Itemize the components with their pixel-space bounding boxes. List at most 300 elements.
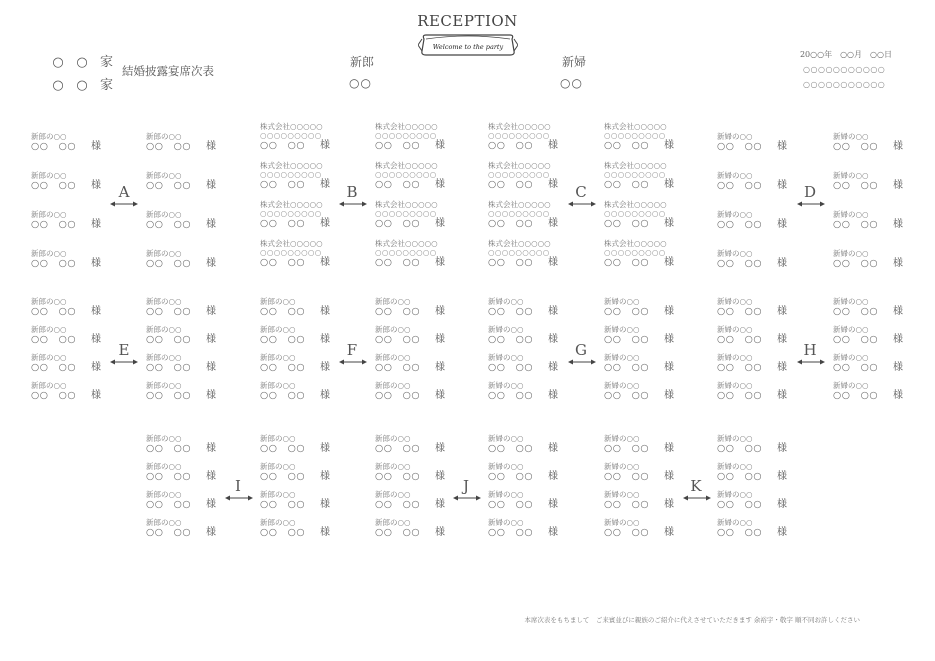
guest-name: ○○ ○○ (31, 258, 77, 269)
honorific: 様 (206, 443, 216, 454)
honorific: 様 (91, 306, 101, 317)
guest-relation: 新郎の○○ (146, 381, 182, 390)
guest-name: ○○ ○○ (717, 527, 763, 538)
guest-relation: 新婦の○○ (604, 434, 640, 443)
honorific: 様 (664, 362, 674, 373)
guest-name: ○○ ○○ (717, 499, 763, 510)
guest-entry (604, 434, 684, 458)
guest-name: ○○ ○○ (146, 527, 192, 538)
guest-name: ○○ ○○ (260, 527, 306, 538)
honorific: 様 (320, 362, 330, 373)
guest-name: ○○ ○○ (717, 471, 763, 482)
honorific: 様 (435, 362, 445, 373)
guest-entry (488, 161, 568, 195)
guest-entry (488, 434, 568, 458)
double-arrow-icon (683, 494, 711, 502)
guest-name: ○○ ○○ (833, 334, 879, 345)
guest-entry (717, 325, 797, 349)
guest-relation: 新郎の○○ (260, 297, 296, 306)
guest-relation: 新郎の○○ (375, 434, 411, 443)
guest-name: ○○ ○○ (375, 218, 421, 229)
honorific: 様 (777, 258, 787, 269)
guest-name: ○○ ○○ (717, 334, 763, 345)
guest-name: ○○ ○○ (717, 306, 763, 317)
guest-relation: 新郎の○○ (146, 171, 182, 180)
guest-name: ○○ ○○ (717, 362, 763, 373)
guest-name: ○○ ○○ (604, 257, 650, 268)
honorific: 様 (777, 141, 787, 152)
guest-name: ○○ ○○ (31, 180, 77, 191)
guest-name: ○○ ○○ (488, 257, 534, 268)
guest-relation: 新婦の○○ (488, 325, 524, 334)
guest-relation: 株式会社○○○○○ (604, 161, 667, 170)
guest-relation: 新婦の○○ (488, 381, 524, 390)
family-ie: 家 (100, 55, 114, 70)
guest-entry (488, 518, 568, 542)
guest-relation: 新郎の○○ (260, 434, 296, 443)
guest-entry (260, 161, 340, 195)
guest-relation: 新婦の○○ (604, 518, 640, 527)
guest-name: ○○ ○○ (604, 306, 650, 317)
guest-entry (375, 462, 455, 486)
honorific: 様 (664, 179, 674, 190)
guest-relation: 新婦の○○ (604, 381, 640, 390)
guest-name: ○○ ○○ (833, 258, 879, 269)
honorific: 様 (91, 334, 101, 345)
honorific: 様 (664, 499, 674, 510)
guest-relation: 新郎の○○ (260, 490, 296, 499)
guest-name: ○○ ○○ (833, 306, 879, 317)
guest-entry (488, 239, 568, 273)
honorific: 様 (320, 140, 330, 151)
double-arrow-icon (225, 494, 253, 502)
welcome-banner (418, 31, 518, 59)
honorific: 様 (320, 306, 330, 317)
guest-relation: 新郎の○○ (375, 297, 411, 306)
guest-name: ○○ ○○ (488, 390, 534, 401)
table-label: J (462, 477, 469, 495)
guest-name: ○○ ○○ (488, 499, 534, 510)
guest-entry (604, 381, 684, 405)
guest-entry (375, 122, 455, 156)
guest-relation: 新婦の○○ (833, 132, 869, 141)
honorific: 様 (777, 390, 787, 401)
guest-entry (488, 297, 568, 321)
guest-entry (604, 325, 684, 349)
guest-department: ○○○○○○○○○ (488, 248, 550, 257)
guest-name: ○○ ○○ (488, 443, 534, 454)
footer-note: 本席次表をもちまして ご来賓並びに親族のご紹介に代えさせていただきます 余裕宇・敬字 順不同お許しください (524, 616, 860, 624)
guest-entry (717, 434, 797, 458)
honorific: 様 (435, 306, 445, 317)
guest-entry (375, 353, 455, 377)
guest-relation: 株式会社○○○○○ (260, 161, 323, 170)
honorific: 様 (91, 180, 101, 191)
guest-name: ○○ ○○ (604, 140, 650, 151)
honorific: 様 (777, 334, 787, 345)
guest-entry (375, 325, 455, 349)
guest-relation: 新郎の○○ (146, 462, 182, 471)
table-label: E (118, 341, 130, 359)
honorific: 様 (206, 527, 216, 538)
guest-relation: 新婦の○○ (833, 210, 869, 219)
guest-relation: 新婦の○○ (488, 490, 524, 499)
guest-department: ○○○○○○○○○ (604, 170, 666, 179)
guest-department: ○○○○○○○○○ (375, 209, 437, 218)
honorific: 様 (435, 527, 445, 538)
guest-name: ○○ ○○ (833, 390, 879, 401)
honorific: 様 (206, 180, 216, 191)
guest-entry (146, 490, 226, 514)
honorific: 様 (206, 258, 216, 269)
guest-name: ○○ ○○ (146, 499, 192, 510)
guest-relation: 新婦の○○ (717, 462, 753, 471)
honorific: 様 (893, 141, 903, 152)
honorific: 様 (320, 390, 330, 401)
honorific: 様 (206, 334, 216, 345)
guest-entry (717, 381, 797, 405)
guest-entry (833, 353, 913, 377)
guest-entry (717, 297, 797, 321)
guest-name: ○○ ○○ (260, 362, 306, 373)
guest-relation: 株式会社○○○○○ (604, 200, 667, 209)
honorific: 様 (320, 499, 330, 510)
honorific: 様 (777, 362, 787, 373)
guest-entry (488, 325, 568, 349)
guest-relation: 新郎の○○ (31, 297, 67, 306)
honorific: 様 (91, 141, 101, 152)
guest-entry (375, 490, 455, 514)
guest-relation: 新婦の○○ (833, 353, 869, 362)
double-arrow-icon (453, 494, 481, 502)
honorific: 様 (893, 180, 903, 191)
guest-name: ○○ ○○ (146, 334, 192, 345)
bride-name: ○○ (560, 76, 583, 90)
honorific: 様 (435, 257, 445, 268)
guest-relation: 株式会社○○○○○ (488, 161, 551, 170)
honorific: 様 (548, 499, 558, 510)
guest-department: ○○○○○○○○○ (260, 131, 322, 140)
double-arrow-icon (797, 200, 825, 208)
honorific: 様 (435, 443, 445, 454)
honorific: 様 (777, 527, 787, 538)
guest-entry (717, 353, 797, 377)
guest-entry (260, 518, 340, 542)
guest-name: ○○ ○○ (260, 499, 306, 510)
guest-name: ○○ ○○ (604, 471, 650, 482)
guest-entry (604, 490, 684, 514)
guest-name: ○○ ○○ (604, 390, 650, 401)
guest-name: ○○ ○○ (717, 141, 763, 152)
address-line: ○○○○○○○○○○○ (803, 65, 886, 74)
guest-entry (260, 490, 340, 514)
honorific: 様 (777, 180, 787, 191)
guest-name: ○○ ○○ (488, 334, 534, 345)
family-mark: ○ (52, 55, 64, 70)
guest-entry (488, 200, 568, 234)
honorific: 様 (548, 257, 558, 268)
honorific: 様 (548, 218, 558, 229)
guest-relation: 新婦の○○ (717, 325, 753, 334)
bride-label: 新婦 (562, 55, 587, 69)
guest-entry (375, 297, 455, 321)
guest-name: ○○ ○○ (146, 219, 192, 230)
guest-relation: 新郎の○○ (260, 518, 296, 527)
guest-entry (146, 434, 226, 458)
guest-entry (604, 518, 684, 542)
guest-name: ○○ ○○ (717, 219, 763, 230)
guest-name: ○○ ○○ (717, 180, 763, 191)
guest-relation: 新婦の○○ (604, 462, 640, 471)
guest-department: ○○○○○○○○○ (488, 170, 550, 179)
honorific: 様 (664, 471, 674, 482)
guest-relation: 新婦の○○ (717, 132, 753, 141)
guest-relation: 新郎の○○ (375, 381, 411, 390)
double-arrow-icon (797, 358, 825, 366)
guest-name: ○○ ○○ (375, 306, 421, 317)
family-ie: 家 (100, 78, 114, 93)
guest-relation: 新婦の○○ (604, 353, 640, 362)
date: 20○○年 ○○月 ○○日 (799, 50, 892, 59)
guest-entry (146, 325, 226, 349)
guest-name: ○○ ○○ (260, 334, 306, 345)
guest-entry (717, 490, 797, 514)
guest-entry (604, 462, 684, 486)
guest-relation: 株式会社○○○○○ (375, 122, 438, 131)
guest-entry (146, 171, 226, 195)
guest-relation: 新婦の○○ (717, 518, 753, 527)
guest-entry (488, 122, 568, 156)
table-label: B (346, 183, 358, 201)
guest-name: ○○ ○○ (604, 179, 650, 190)
guest-relation: 新郎の○○ (260, 353, 296, 362)
guest-name: ○○ ○○ (604, 443, 650, 454)
guest-relation: 新郎の○○ (146, 297, 182, 306)
table-label: H (803, 341, 817, 359)
guest-entry (146, 462, 226, 486)
guest-entry (375, 518, 455, 542)
table-label: I (235, 477, 241, 495)
guest-name: ○○ ○○ (488, 471, 534, 482)
guest-relation: 新郎の○○ (146, 490, 182, 499)
guest-entry (833, 249, 913, 273)
guest-relation: 新郎の○○ (375, 490, 411, 499)
guest-entry (375, 381, 455, 405)
guest-entry (146, 381, 226, 405)
guest-relation: 新婦の○○ (717, 249, 753, 258)
honorific: 様 (893, 306, 903, 317)
guest-relation: 新郎の○○ (146, 434, 182, 443)
guest-entry (717, 210, 797, 234)
table-label: C (575, 183, 587, 201)
guest-entry (260, 462, 340, 486)
guest-name: ○○ ○○ (146, 443, 192, 454)
guest-entry (717, 171, 797, 195)
honorific: 様 (893, 219, 903, 230)
guest-name: ○○ ○○ (146, 362, 192, 373)
guest-name: ○○ ○○ (375, 390, 421, 401)
table-label: D (803, 183, 817, 201)
guest-relation: 新郎の○○ (146, 353, 182, 362)
guest-department: ○○○○○○○○○ (604, 248, 666, 257)
guest-entry (31, 210, 111, 234)
guest-entry (146, 353, 226, 377)
guest-name: ○○ ○○ (31, 141, 77, 152)
guest-relation: 新婦の○○ (833, 171, 869, 180)
guest-entry (31, 381, 111, 405)
honorific: 様 (435, 179, 445, 190)
guest-entry (260, 434, 340, 458)
guest-entry (717, 249, 797, 273)
guest-name: ○○ ○○ (488, 218, 534, 229)
guest-relation: 新婦の○○ (717, 353, 753, 362)
guest-relation: 株式会社○○○○○ (488, 239, 551, 248)
guest-name: ○○ ○○ (375, 499, 421, 510)
honorific: 様 (777, 443, 787, 454)
honorific: 様 (91, 362, 101, 373)
guest-name: ○○ ○○ (604, 218, 650, 229)
family-mark: ○ (52, 78, 64, 93)
guest-name: ○○ ○○ (375, 443, 421, 454)
page-title: RECEPTION (417, 12, 518, 30)
guest-entry (488, 381, 568, 405)
table-label: F (346, 341, 358, 359)
table-label: K (690, 477, 702, 495)
guest-relation: 新郎の○○ (146, 325, 182, 334)
honorific: 様 (435, 140, 445, 151)
guest-name: ○○ ○○ (260, 443, 306, 454)
table-label: A (118, 183, 130, 201)
guest-name: ○○ ○○ (604, 334, 650, 345)
honorific: 様 (664, 140, 674, 151)
guest-entry (260, 325, 340, 349)
guest-relation: 新婦の○○ (488, 434, 524, 443)
groom-name: ○○ (349, 76, 372, 90)
family-mark: ○ (76, 55, 88, 70)
guest-department: ○○○○○○○○○ (375, 248, 437, 257)
guest-name: ○○ ○○ (717, 443, 763, 454)
guest-relation: 新郎の○○ (375, 462, 411, 471)
guest-relation: 新婦の○○ (833, 297, 869, 306)
guest-relation: 新郎の○○ (260, 462, 296, 471)
guest-relation: 新郎の○○ (146, 132, 182, 141)
guest-name: ○○ ○○ (146, 306, 192, 317)
guest-relation: 新郎の○○ (146, 249, 182, 258)
guest-relation: 新郎の○○ (31, 249, 67, 258)
guest-name: ○○ ○○ (375, 179, 421, 190)
groom-family (46, 51, 113, 70)
guest-department: ○○○○○○○○○ (488, 131, 550, 140)
guest-name: ○○ ○○ (488, 179, 534, 190)
honorific: 様 (320, 179, 330, 190)
guest-name: ○○ ○○ (31, 390, 77, 401)
guest-entry (31, 171, 111, 195)
honorific: 様 (206, 499, 216, 510)
guest-name: ○○ ○○ (488, 527, 534, 538)
guest-entry (146, 249, 226, 273)
guest-relation: 株式会社○○○○○ (260, 200, 323, 209)
guest-entry (260, 122, 340, 156)
guest-name: ○○ ○○ (717, 390, 763, 401)
guest-entry (31, 353, 111, 377)
guest-entry (375, 161, 455, 195)
guest-entry (260, 353, 340, 377)
guest-name: ○○ ○○ (488, 140, 534, 151)
honorific: 様 (320, 257, 330, 268)
guest-entry (833, 325, 913, 349)
guest-relation: 新婦の○○ (488, 462, 524, 471)
honorific: 様 (91, 219, 101, 230)
honorific: 様 (664, 527, 674, 538)
guest-relation: 新郎の○○ (375, 518, 411, 527)
guest-relation: 新婦の○○ (833, 249, 869, 258)
double-arrow-icon (568, 358, 596, 366)
honorific: 様 (777, 219, 787, 230)
guest-relation: 新婦の○○ (833, 381, 869, 390)
guest-entry (260, 381, 340, 405)
honorific: 様 (664, 306, 674, 317)
guest-entry (717, 518, 797, 542)
guest-name: ○○ ○○ (146, 471, 192, 482)
address-line: ○○○○○○○○○○○ (803, 80, 886, 89)
honorific: 様 (435, 390, 445, 401)
guest-name: ○○ ○○ (31, 306, 77, 317)
honorific: 様 (893, 390, 903, 401)
guest-entry (604, 200, 684, 234)
guest-relation: 新婦の○○ (833, 325, 869, 334)
guest-name: ○○ ○○ (146, 258, 192, 269)
guest-department: ○○○○○○○○○ (260, 209, 322, 218)
honorific: 様 (664, 390, 674, 401)
guest-entry (146, 210, 226, 234)
guest-entry (31, 249, 111, 273)
honorific: 様 (548, 443, 558, 454)
honorific: 様 (893, 362, 903, 373)
guest-relation: 株式会社○○○○○ (488, 200, 551, 209)
double-arrow-icon (339, 200, 367, 208)
guest-name: ○○ ○○ (375, 140, 421, 151)
guest-name: ○○ ○○ (31, 362, 77, 373)
double-arrow-icon (110, 200, 138, 208)
table-label: G (575, 341, 587, 359)
honorific: 様 (206, 141, 216, 152)
honorific: 様 (548, 362, 558, 373)
guest-relation: 新婦の○○ (717, 381, 753, 390)
guest-relation: 新郎の○○ (146, 518, 182, 527)
guest-relation: 株式会社○○○○○ (375, 239, 438, 248)
honorific: 様 (548, 334, 558, 345)
guest-relation: 新郎の○○ (31, 132, 67, 141)
double-arrow-icon (339, 358, 367, 366)
guest-name: ○○ ○○ (833, 180, 879, 191)
guest-entry (260, 200, 340, 234)
guest-entry (833, 381, 913, 405)
guest-relation: 新郎の○○ (31, 171, 67, 180)
honorific: 様 (435, 499, 445, 510)
honorific: 様 (893, 334, 903, 345)
honorific: 様 (435, 471, 445, 482)
double-arrow-icon (568, 200, 596, 208)
guest-name: ○○ ○○ (833, 219, 879, 230)
guest-name: ○○ ○○ (488, 362, 534, 373)
guest-name: ○○ ○○ (260, 140, 306, 151)
honorific: 様 (893, 258, 903, 269)
honorific: 様 (206, 362, 216, 373)
guest-relation: 株式会社○○○○○ (488, 122, 551, 131)
guest-department: ○○○○○○○○○ (488, 209, 550, 218)
guest-entry (375, 239, 455, 273)
guest-entry (375, 434, 455, 458)
